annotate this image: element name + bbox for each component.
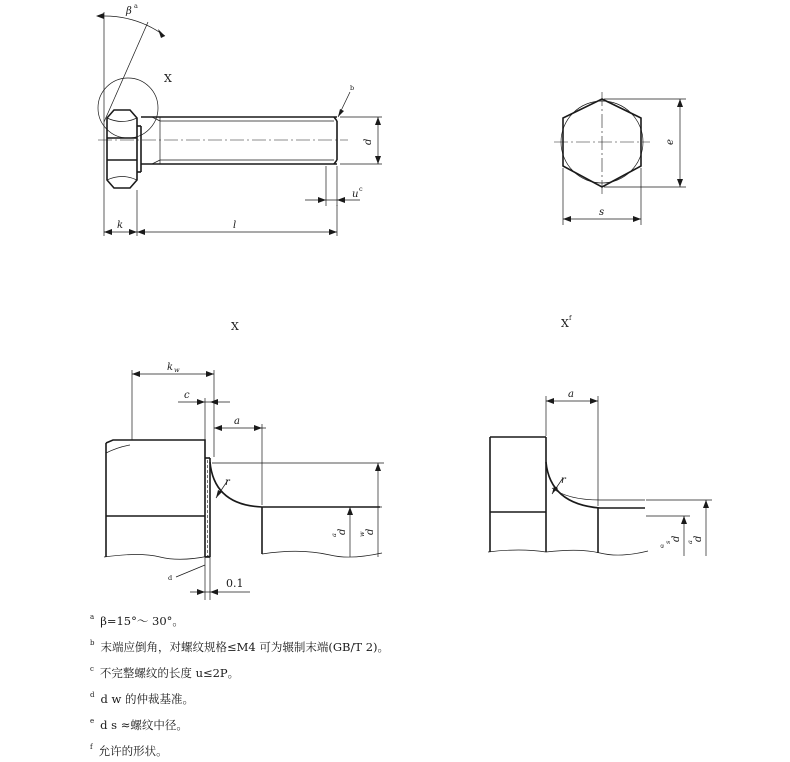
ds-label: d xyxy=(671,535,682,542)
s-dimension-label: s xyxy=(599,207,605,218)
d-mark: d xyxy=(168,574,173,582)
bolt-side-view xyxy=(96,2,382,236)
view-xf-mark: f xyxy=(569,314,572,322)
a-label-right: a xyxy=(568,389,574,400)
r-label-right: r xyxy=(561,475,566,486)
b-mark: b xyxy=(350,84,355,92)
footnote-b: $^b$ 末端应倒角，对螺纹规格≤M4 可为辗制末端(GB/T 2)。 xyxy=(90,639,389,654)
kw-sub: w xyxy=(174,366,180,374)
beta-mark: a xyxy=(134,2,138,10)
footnote-f: $^f$ 允许的形状。 xyxy=(90,743,168,758)
tolerance-label: 0.1 xyxy=(226,577,244,590)
ds-mark: e xyxy=(658,544,666,548)
beta-label: β xyxy=(126,6,132,17)
r-label: r xyxy=(225,477,230,488)
dw-label: d xyxy=(365,528,376,535)
k-dimension-label: k xyxy=(117,220,124,231)
ds-sub: s xyxy=(664,540,672,544)
bolt-end-view xyxy=(554,92,686,225)
da-label: d xyxy=(337,528,348,535)
u-dimension-label: u xyxy=(352,189,359,200)
view-x-title: X xyxy=(231,320,239,333)
e-dimension-label: e xyxy=(665,139,676,145)
kw-label: k xyxy=(167,362,174,373)
da-sub: a xyxy=(330,533,338,537)
da-label-right: d xyxy=(693,535,704,542)
d-dimension-label: d xyxy=(363,138,374,145)
footnote-a: $^a$ β=15°～ 30°。 xyxy=(90,613,184,628)
footnote-d: $^d$ d w 的仲裁基准。 xyxy=(90,691,194,706)
detail-view-x xyxy=(104,320,384,600)
u-mark: c xyxy=(359,185,363,193)
l-dimension-label: l xyxy=(233,220,237,231)
view-xf-title: X xyxy=(561,317,569,330)
a-label: a xyxy=(234,416,240,427)
footnote-e: $^e$ d s ≈螺纹中径。 xyxy=(90,717,188,732)
detail-view-xf xyxy=(488,314,712,556)
c-label: c xyxy=(184,390,190,401)
footnotes xyxy=(90,606,770,762)
footnote-c: $^c$ 不完整螺纹的长度 u≤2P。 xyxy=(90,665,240,680)
detail-x-label: X xyxy=(164,72,172,85)
da-sub-right: a xyxy=(686,540,694,544)
dw-sub: w xyxy=(358,531,366,537)
